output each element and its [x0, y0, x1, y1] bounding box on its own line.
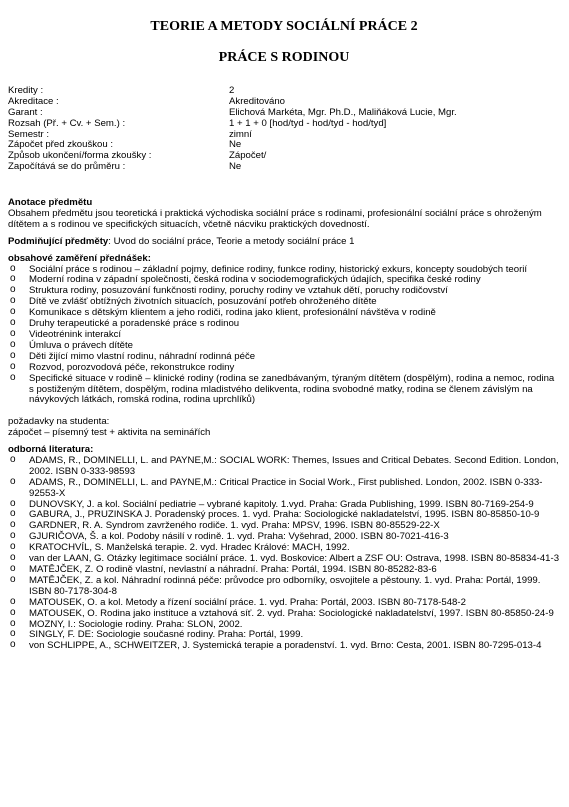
metadata-value: Ne: [229, 139, 242, 151]
document-subtitle: PRÁCE S RODINOU: [218, 50, 350, 65]
literatura-list: [8, 456, 560, 652]
lecture-topic-item: o Struktura rodiny, posuzování funkčnosti rodiny, poruchy rodiny ve vztahuk dětí, poruchy rodičovství: [8, 286, 560, 297]
anotace-heading: Anotace předmětu: [8, 197, 93, 208]
zamereni-list: [8, 265, 560, 407]
metadata-row: [8, 119, 560, 130]
metadata-value: Ne: [229, 161, 242, 173]
literature-item: o GJURIČOVA, Š. a kol. Podoby násilí v rodině. 1. vyd. Praha: Vyšehrad, 2000. ISBN 80-7021-416-3: [8, 532, 560, 543]
literature-item: o MATĚJČEK, Z. a kol. Náhradní rodinná péče: průvodce pro odborníky, osvojitele a pěstouny. 1. vyd. Praha: Portál, 1999. ISBN 80-7178-304-8: [8, 576, 560, 598]
metadata-key: Semestr :: [8, 128, 50, 140]
lecture-topic-item: o Komunikace s dětským klientem a jeho rodiči, rodina jako klient, profesionální návštěva v rodině: [8, 308, 560, 319]
pozadavky-text: zápočet – písemný test + aktivita na seminářích: [8, 427, 211, 439]
literature-item: o KRATOCHVÍL, S. Manželská terapie. 2. vyd. Hradec Králové: MACH, 1992.: [8, 543, 560, 554]
metadata-key: Garant :: [8, 106, 43, 118]
lecture-topic-item: o Dítě ve zvlášť obtížných životních situacích, posuzování potřeb ohroženého dítěte: [8, 297, 560, 308]
metadata-key: Započítává se do průměru :: [8, 161, 126, 173]
anotace-text: Obsahem předmětu jsou teoretická i praktická východiska sociální práce s rodinami, profesionální sociální práce s ohroženým dítětem a s rodinou ve specifických situacích, včetně nácviku praktických dovedností.: [8, 207, 542, 230]
lecture-topic-item: o Moderní rodina v západní společnosti, česká rodina v sociodemografických údajích, specifika české rodiny: [8, 275, 560, 286]
metadata-value: Elichová Markéta, Mgr. Ph.D., Maliňáková Lucie, Mgr.: [229, 106, 457, 118]
metadata-key: Zápočet před zkouškou :: [8, 139, 114, 151]
literature-item: o MATOUSEK, O. a kol. Metody a řízení sociální práce. 1. vyd. Praha: Portál, 2003. ISBN 80-7178-548-2: [8, 598, 560, 609]
lecture-topic-item: o Děti žijící mimo vlastní rodinu, náhradní rodinná péče: [8, 352, 560, 363]
metadata-value: 1 + 1 + 0 [hod/tyd - hod/tyd - hod/tyd]: [229, 117, 387, 129]
course-metadata-table: [8, 86, 560, 173]
lecture-topic-item: o Sociální práce s rodinou – základní pojmy, definice rodiny, funkce rodiny, historický exkurs, koncepty soudobých teorií: [8, 265, 560, 276]
literature-item: o GARDNER, R. A. Syndrom zavrženého rodiče. 1. vyd. Praha: MPSV, 1996. ISBN 80-85529-22-X: [8, 521, 560, 532]
literature-item: o ADAMS, R., DOMINELLI, L. and PAYNE,M.: Critical Practice in Social Work., First published. London, 2002. ISBN 0-333-92553-X: [8, 478, 560, 500]
lecture-topic-item: o Druhy terapeutické a poradenské práce s rodinou: [8, 319, 560, 330]
literature-item: o van der LAAN, G. Otázky legitimace sociální práce. 1. vyd. Boskovice: Albert a ZSF OU: Ostrava, 1998. ISBN 80-85834-41-3: [8, 554, 560, 565]
metadata-value: zimní: [229, 128, 252, 140]
zamereni-heading: obsahové zaměření přednášek:: [8, 252, 151, 264]
lecture-topic-item: o Úmluva o právech dítěte: [8, 341, 560, 352]
metadata-row: [8, 162, 560, 173]
literature-item: o DUNOVSKY, J. a kol. Sociální pediatrie – vybrané kapitoly. 1.vyd. Praha: Grada Publishing, 1999. ISBN 80-7169-254-9: [8, 500, 560, 511]
literature-item: o GABURA, J., PRUZINSKA J. Poradenský proces. 1. vyd. Praha: Sociologické nakladatelství, 1995. ISBN 80-85850-10-9: [8, 510, 560, 521]
literature-item: o SINGLY, F. DE: Sociologie současné rodiny. Praha: Portál, 1999.: [8, 630, 560, 641]
lecture-topic-item: o Rozvod, porozvodová péče, rekonstrukce rodiny: [8, 363, 560, 374]
podminujici-line: [8, 237, 560, 248]
literature-item: o ADAMS, R., DOMINELLI, L. and PAYNE,M.: SOCIAL WORK: Themes, Issues and Critical Debates. Second Edition. London, 2002. ISBN 0-333-98593: [8, 456, 560, 478]
literatura-heading: odborná literatura:: [8, 444, 94, 456]
document-title: TEORIE A METODY SOCIÁLNÍ PRÁCE 2: [150, 19, 418, 34]
metadata-value: 2: [229, 85, 235, 96]
podminujici-heading: Podmiňující předměty: [8, 235, 109, 247]
literature-item: o MOZNY, I.: Sociologie rodiny. Praha: SLON, 2002.: [8, 620, 560, 631]
document-body: [8, 198, 560, 652]
lecture-topic-item: o Videotrénink interakcí: [8, 330, 560, 341]
pozadavky-heading: požadavky na studenta:: [8, 416, 110, 428]
literature-item: o von SCHLIPPE, A., SCHWEITZER, J. Systemická terapie a poradenství. 1. vyd. Brno: Cesta, 2001. ISBN 80-7295-013-4: [8, 641, 560, 652]
metadata-key: Způsob ukončení/forma zkoušky :: [8, 150, 152, 162]
lecture-topic-item: o Specifické situace v rodině – klinické rodiny (rodina se zanedbávaným, týraným dítětem (dospělým), rodina a nemoc, rodina s postiženým dítětem, dospělým, rodina mladistvého delikventa, rodina svobodné matky, rodina se členem závislým na návykových látkách, romská rodina, rodina uprchlíků): [8, 374, 560, 407]
literature-item: o MATĚJČEK, Z. O rodině vlastní, nevlastní a náhradní. Praha: Portál, 1994. ISBN 80-85282-83-6: [8, 565, 560, 576]
podminujici-text: : Uvod do sociální práce, Teorie a metody sociální práce 1: [108, 235, 355, 247]
metadata-key: Kredity :: [8, 85, 44, 96]
metadata-value: Akreditováno: [229, 95, 285, 107]
metadata-value: Zápočet/: [229, 150, 267, 162]
metadata-key: Akreditace :: [8, 95, 59, 107]
literature-item: o MATOUSEK, O. Rodina jako instituce a vztahová síť. 2. vyd. Praha: Sociologické nakladatelství, 1997. ISBN 80-85850-24-9: [8, 609, 560, 620]
metadata-key: Rozsah (Př. + Cv. + Sem.) :: [8, 117, 126, 129]
